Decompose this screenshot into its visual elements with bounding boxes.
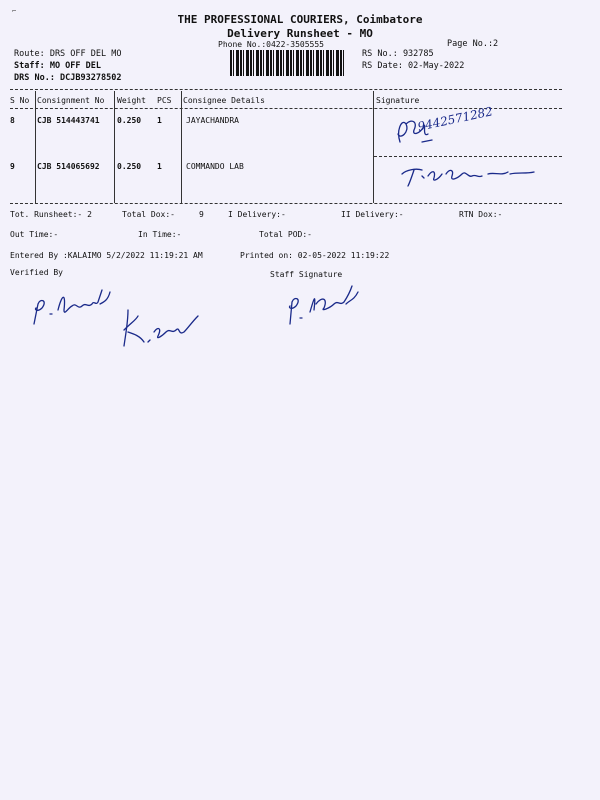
row-pcs: 1 [157, 116, 162, 125]
row-consignee: COMMANDO LAB [186, 162, 244, 171]
total-dox-value: 9 [199, 210, 204, 219]
staff-label: Staff: MO OFF DEL [14, 61, 101, 71]
row-pcs: 1 [157, 162, 162, 171]
verifier-signature-1 [28, 280, 118, 330]
header-pcs: PCS [157, 96, 172, 105]
handwritten-phone: 9442571282 [416, 104, 494, 134]
staff-signature [280, 282, 370, 332]
col-divider [35, 91, 36, 203]
row-consignee: JAYACHANDRA [186, 116, 239, 125]
document-subtitle: Delivery Runsheet - MO [227, 27, 373, 40]
row-weight: 0.250 [117, 162, 142, 171]
row-sno: 8 [10, 116, 15, 125]
recipient-signature-row-8 [392, 112, 442, 152]
barcode [230, 50, 346, 76]
staff-signature-label: Staff Signature [270, 270, 343, 279]
header-sno: S No [10, 96, 30, 105]
phone-number: Phone No.:0422-3505555 [218, 40, 324, 49]
total-pod: Total POD:- [259, 230, 312, 239]
route-label: Route: DRS OFF DEL MO [14, 49, 122, 59]
total-dox-label: Total Dox:- [122, 210, 175, 219]
verified-by-label: Verified By [10, 268, 63, 277]
tot-runsheet: Tot. Runsheet:- 2 [10, 210, 92, 219]
row-weight: 0.250 [117, 116, 142, 125]
document-title: THE PROFESSIONAL COURIERS, Coimbatore [177, 13, 423, 26]
col-divider [114, 91, 115, 203]
table-top-rule [10, 89, 562, 90]
row-consignment: CJB 514065692 [37, 162, 100, 171]
drs-number: DRS No.: DCJB93278502 [14, 73, 122, 83]
header-signature: Signature [376, 96, 420, 105]
out-time: Out Time:- [10, 230, 59, 239]
table-bottom-rule [10, 203, 562, 204]
i-delivery: I Delivery:- [228, 210, 286, 219]
verifier-signature-2 [118, 302, 208, 352]
rtn-dox: RTN Dox:- [459, 210, 503, 219]
recipient-signature-row-9 [398, 160, 548, 190]
col-divider [181, 91, 182, 203]
row-consignment: CJB 514443741 [37, 116, 100, 125]
printed-on: Printed on: 02-05-2022 11:19:22 [240, 251, 390, 260]
header-consignment: Consignment No [37, 96, 105, 105]
in-time: In Time:- [138, 230, 182, 239]
row-divider [374, 156, 562, 157]
scan-mark: ⌐ [12, 7, 17, 15]
header-consignee: Consignee Details [183, 96, 265, 105]
rs-date: RS Date: 02-May-2022 [362, 61, 465, 71]
col-divider [373, 91, 374, 203]
row-sno: 9 [10, 162, 15, 171]
ii-delivery: II Delivery:- [341, 210, 404, 219]
header-weight: Weight [117, 96, 146, 105]
rs-number: RS No.: 932785 [362, 49, 434, 59]
entered-by: Entered By :KALAIMO 5/2/2022 11:19:21 AM [10, 251, 203, 260]
page-number: Page No.:2 [447, 39, 499, 49]
